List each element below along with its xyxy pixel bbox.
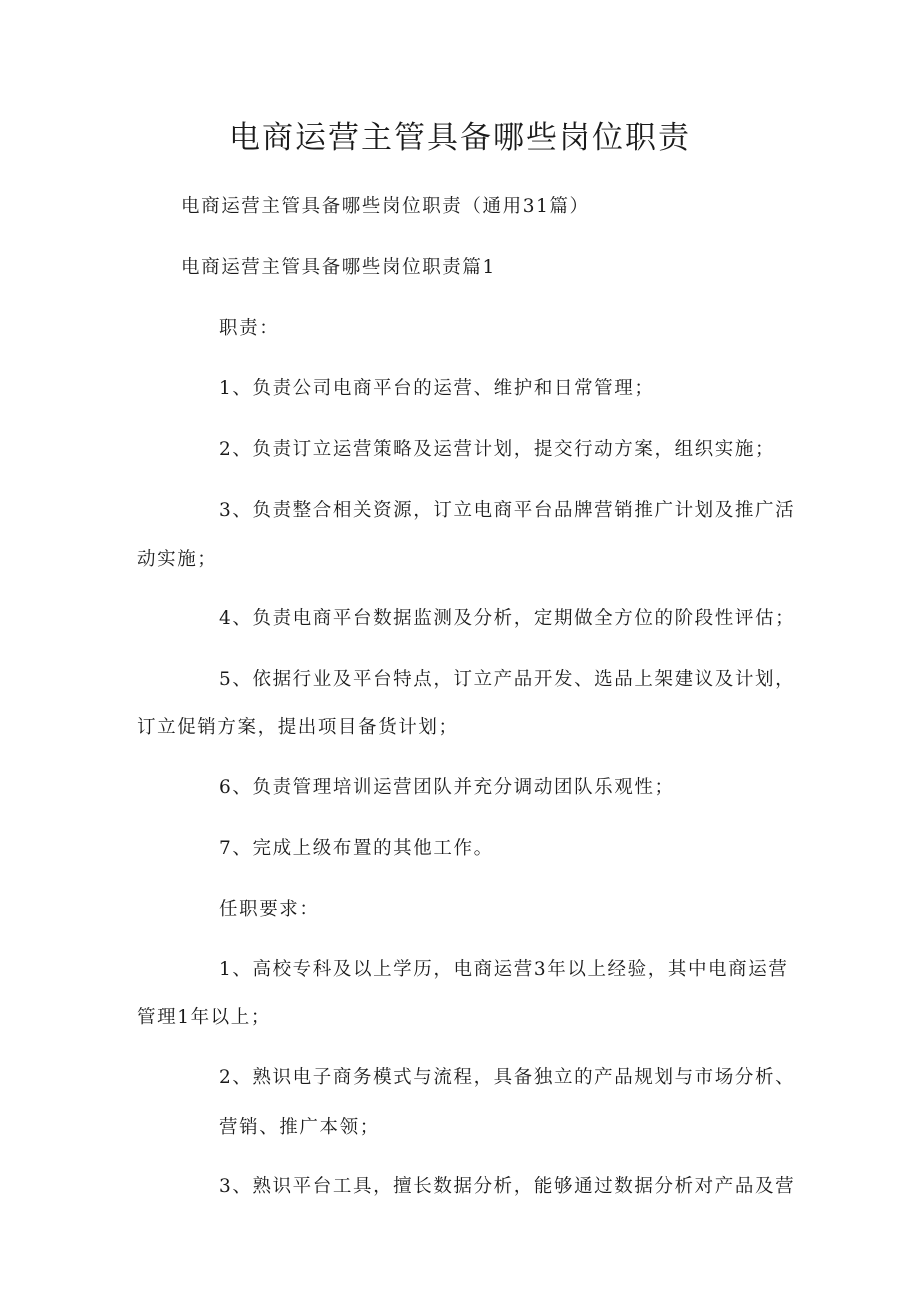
requirement-item-2-continued: 营销、推广本领； xyxy=(219,1117,380,1138)
section-heading: 电商运营主管具备哪些岗位职责篇1 xyxy=(181,257,496,278)
duty-item-3-continued: 动实施； xyxy=(137,549,218,570)
duty-item-6: 6、负责管理培训运营团队并充分调动团队乐观性； xyxy=(219,777,675,798)
duty-item-5: 5、依据行业及平台特点，订立产品开发、选品上架建议及计划， xyxy=(219,669,796,690)
duty-item-4: 4、负责电商平台数据监测及分析，定期做全方位的阶段性评估； xyxy=(219,608,796,629)
requirement-item-2: 2、熟识电子商务模式与流程，具备独立的产品规划与市场分析、 xyxy=(219,1067,796,1088)
requirement-item-3: 3、熟识平台工具，擅长数据分析，能够通过数据分析对产品及营 xyxy=(219,1176,796,1197)
document-title: 电商运营主管具备哪些岗位职责 xyxy=(229,120,691,156)
document-subtitle: 电商运营主管具备哪些岗位职责（通用31篇） xyxy=(181,196,590,217)
duty-item-1: 1、负责公司电商平台的运营、维护和日常管理； xyxy=(219,378,655,399)
duty-item-5-continued: 订立促销方案，提出项目备货计划； xyxy=(137,717,459,738)
duty-item-7: 7、完成上级布置的其他工作。 xyxy=(219,838,494,859)
duties-label: 职责： xyxy=(219,318,280,339)
requirements-label: 任职要求： xyxy=(219,899,320,920)
requirement-item-1: 1、高校专科及以上学历，电商运营3年以上经验，其中电商运营 xyxy=(219,959,789,980)
duty-item-3: 3、负责整合相关资源，订立电商平台品牌营销推广计划及推广活 xyxy=(219,500,796,521)
duty-item-2: 2、负责订立运营策略及运营计划，提交行动方案，组织实施； xyxy=(219,439,776,460)
requirement-item-1-continued: 管理1年以上； xyxy=(137,1007,271,1028)
